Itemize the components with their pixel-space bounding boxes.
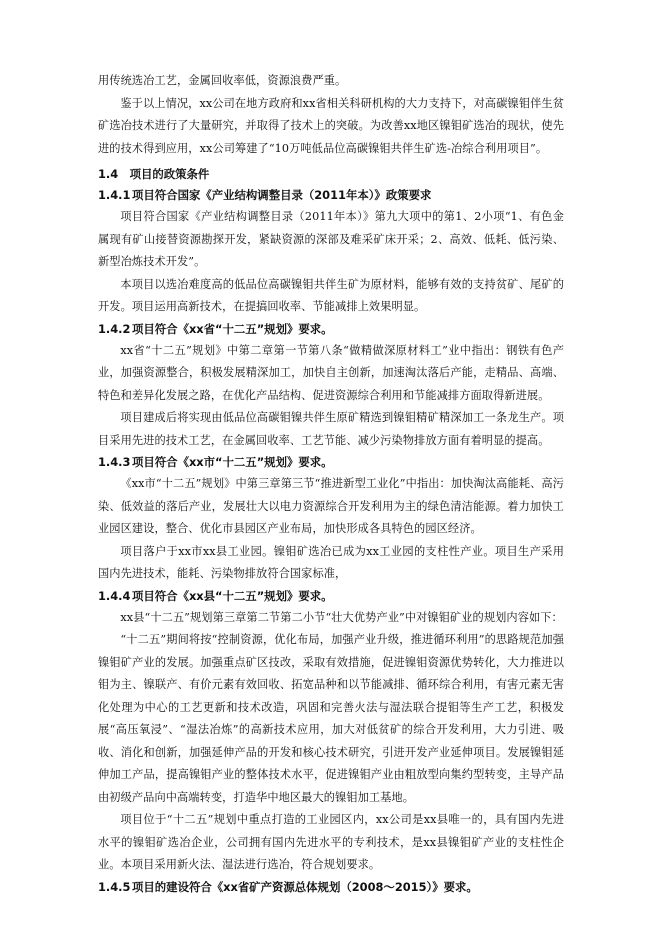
heading-number: 1.4.5 (98, 879, 131, 894)
paragraph-province-plan: xx省“十二五”规划》中第二章第一节第八条“做精做深原材料工”业中指出：钢铁有色产业，加强资源整合，积极发展精深加工，加快自主创新，加速淘汰落后产能，走精品、高端、特色和差异化发展之路，在优化产品结构、促进资源综合利用和节能减排方面取得新进展。 (98, 343, 564, 402)
heading-text: 项目符合《xx省“十二五”规划》要求。 (132, 321, 333, 336)
paragraph-county-plan: xx县“十二五”规划第三章第二节第二小节“壮大优势产业”中对镍钼矿业的规划内容如下： (120, 610, 563, 624)
section-heading-1-4: 1.4 项目的政策条件 (98, 167, 210, 181)
subsection-heading-1-4-2 (98, 319, 564, 340)
heading-text: 项目符合《xx市“十二五”规划》要求。 (132, 455, 333, 469)
paragraph-company-background: 鉴于以上情况，xx公司在地方政府和xx省相关科研机构的大力支持下，对高碳镍钼伴生贫矿选冶技术进行了大量研究，并取得了技术上的突破。为改善xx地区镍钼矿选冶的现状，使先进的技术得到应用，xx公司筹建了“10万吨低品位高碳镍钼共伴生矿选-冶综合利用项目”。 (98, 96, 564, 155)
paragraph-five-year-details: “十二五”期间将按“控制资源，优化布局，加强产业升级，推进循环利用”的思路规范加强镍钼矿产业的发展。加强重点矿区技改，采取有效措施，促进镍钼资源优势转化，大力推进以钼为主、镍联产、有价元素有效回收、拓宽品种和以节能减排、循环综合利用，有害元素无害化处理为中心的工艺更新和技术改造，巩固和完善火法与湿法联合提钼等生产工艺，积极发展“高压氧浸”、“湿法冶炼”的高新技术应用，加大对低贫矿的综合开发利用，大力引进、吸收、消化和创新，加强延伸产品的开发和核心技术研究，引进开发产业延伸项目。发展镍钼延伸加工产品，提高镍钼产业的整体技术水平，促进镍钼产业由粗放型向集约型转变，主导产品由初级产品向中高端转变，打造华中地区最大的镍钼加工基地。 (98, 633, 564, 804)
paragraph-industrial-park: 项目落户于xx市xx县工业园。镍钼矿选冶已成为xx工业园的支柱性产业。项目生产采用国内先进技术，能耗、污染物排放符合国家标准， (98, 544, 564, 580)
heading-text: 项目的建设符合《xx省矿产资源总体规划（2008～2015）》要求。 (132, 879, 478, 894)
heading-number: 1.4.3 (98, 455, 131, 469)
subsection-heading-1-4-3 (98, 452, 564, 473)
heading-number: 1.4.2 (98, 321, 131, 336)
heading-number: 1.4.1 (98, 188, 131, 202)
paragraph-city-plan: 《xx市“十二五”规划》中第三章第三节“推进新型工业化”中指出：加快淘汰高能耗、高污染、低效益的落后产业，发展壮大以电力资源综合开发利用为主的绿色清洁能源。着力加快工业园区建设，整合、优化市县园区产业布局，加快形成各具特色的园区经济。 (98, 477, 564, 535)
paragraph-raw-material: 本项目以选冶难度高的低品位高碳镍钼共伴生矿为原材料，能够有效的支持贫矿、尾矿的开发。项目运用高新技术，在提搞回收率、节能减排上效果明显。 (98, 277, 564, 313)
subsection-heading-1-4-4 (98, 586, 564, 607)
subsection-heading-1-4-5 (98, 877, 564, 898)
paragraph-production-chain: 项目建成后将实现由低品位高碳钼镍共伴生原矿精选到镍钼精矿精深加工一条龙生产。项目采用先进的技术工艺，在金属回收率、工艺节能、减少污染物排放方面有着明显的提高。 (98, 411, 564, 447)
heading-number: 1.4.4 (98, 588, 131, 603)
heading-text: 项目符合国家《产业结构调整目录（2011年本）》政策要求 (132, 188, 432, 202)
heading-text: 项目符合《xx县“十二五”规划》要求。 (132, 588, 333, 603)
paragraph-intro-end: 用传统选冶工艺，金属回收率低，资源浪费严重。 (98, 74, 347, 87)
paragraph-national-catalog: 项目符合国家《产业结构调整目录（2011年本）》第九大项中的第1、2小项“1、有色金属现有矿山接替资源勘探开发，紧缺资源的深部及难采矿床开采；2、高效、低耗、低污染、新型冶炼技术开发”。 (98, 210, 564, 268)
subsection-heading-1-4-1 (98, 185, 564, 206)
paragraph-project-location: 项目位于“十二五”规划中重点打造的工业园区内，xx公司是xx县唯一的，具有国内先进水平的镍钼矿选冶企业，公司拥有国内先进水平的专利技术，是xx县镍钼矿产业的支柱性企业。本项目采用新火法、湿法进行选冶，符合规划要求。 (98, 813, 564, 871)
